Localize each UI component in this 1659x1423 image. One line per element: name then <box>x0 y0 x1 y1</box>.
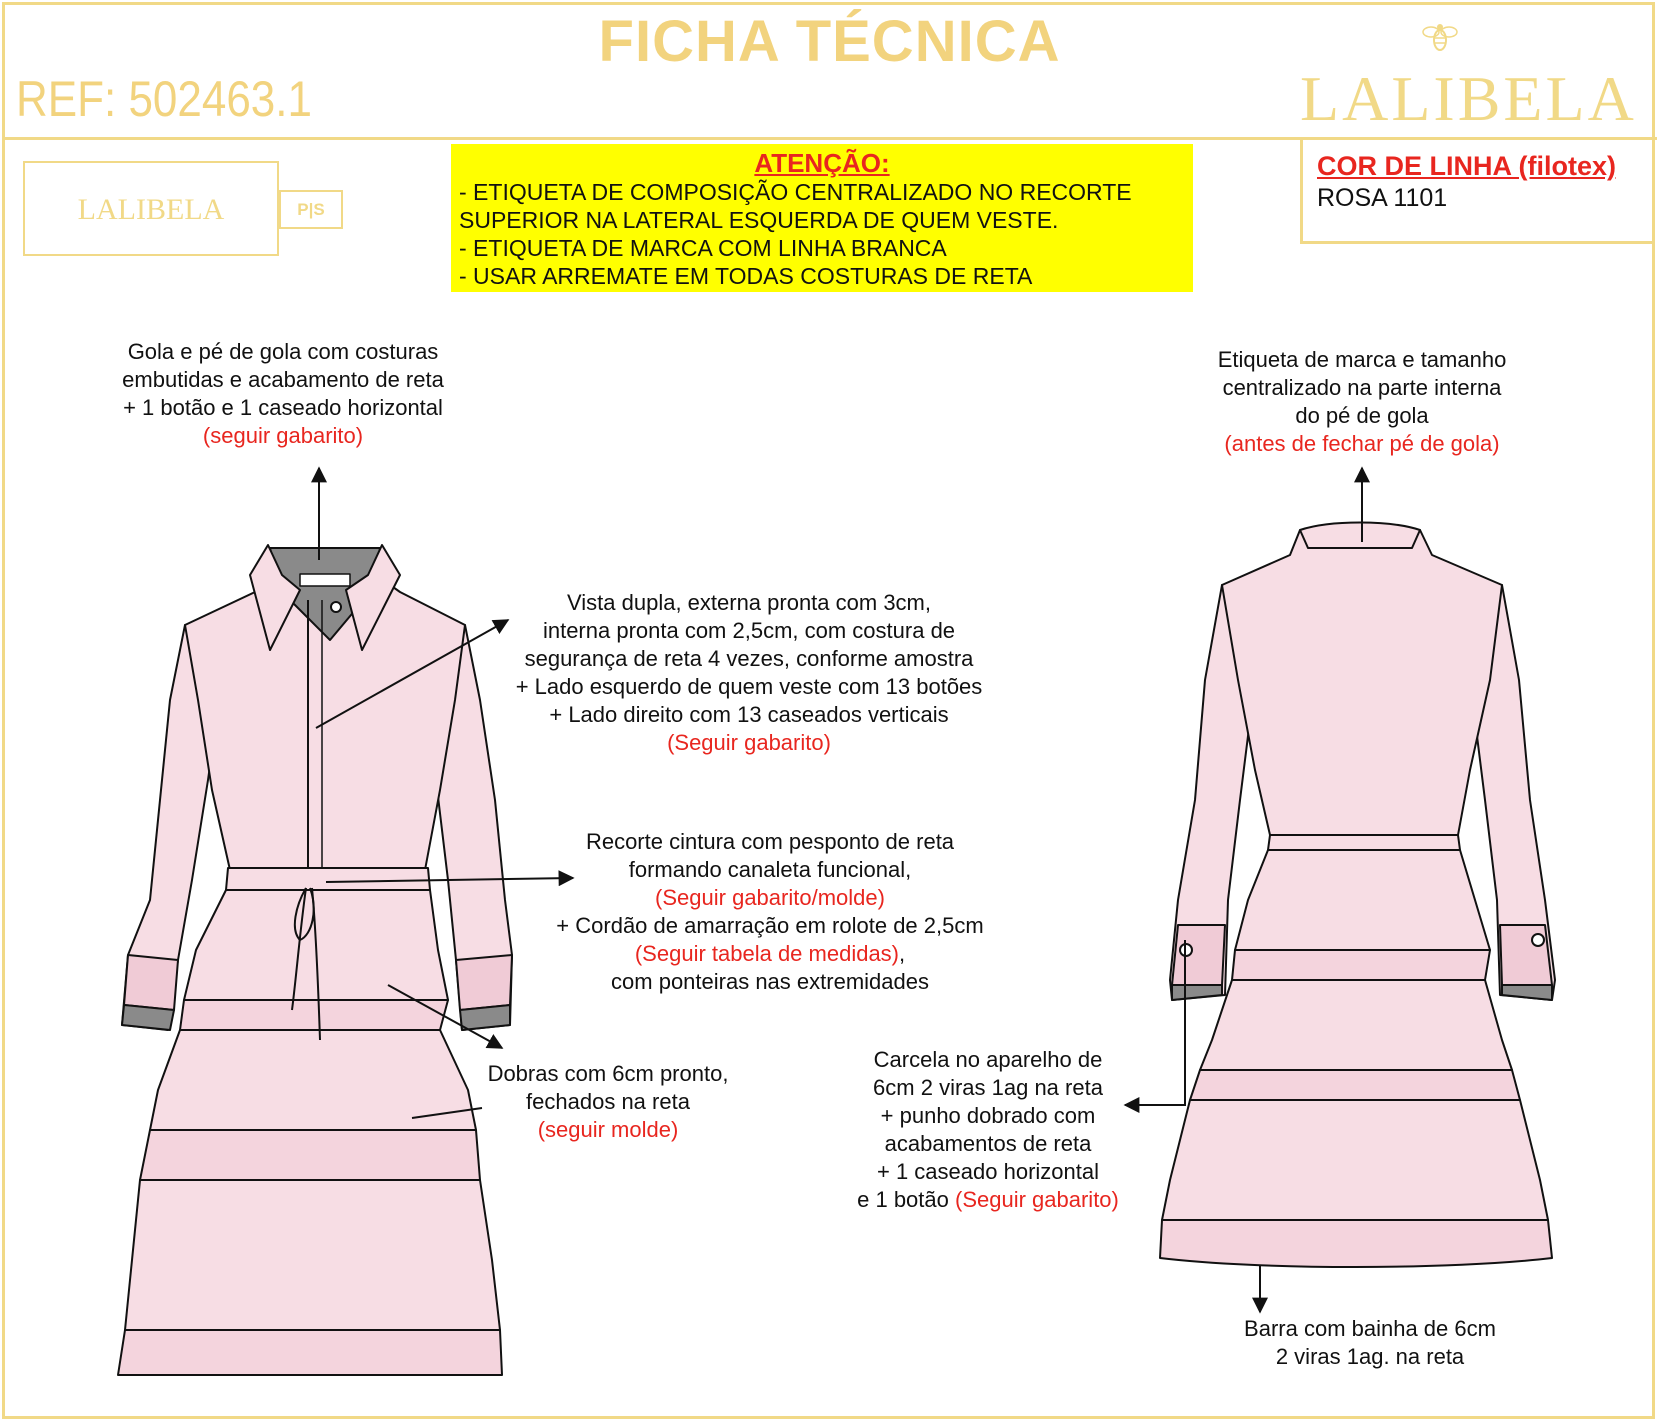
note-line: e 1 botão <box>857 1187 955 1212</box>
note-collar <box>83 338 483 450</box>
note-line: + Lado esquerdo de quem veste com 13 botões <box>515 674 983 699</box>
note-line: embutidas e acabamento de reta <box>122 367 444 392</box>
note-line: centralizado na parte interna <box>1222 375 1502 400</box>
note-line: Dobras com 6cm pronto, <box>487 1061 729 1086</box>
note-line: + Lado direito com 13 caseados verticais <box>549 702 949 727</box>
note-line-red: (seguir gabarito) <box>202 423 364 448</box>
note-line: Carcela no aparelho de <box>873 1047 1103 1072</box>
label-brand-text: LALIBELA <box>77 193 225 226</box>
note-line: segurança de reta 4 vezes, conforme amostra <box>524 646 974 671</box>
note-hem <box>1190 1315 1550 1371</box>
note-placket <box>484 589 1014 757</box>
attention-line: - ETIQUETA DE COMPOSIÇÃO CENTRALIZADO NO RECORTE <box>459 179 1132 205</box>
note-line-red: (Seguir gabarito/molde) <box>655 885 885 910</box>
note-line: acabamentos de reta <box>884 1131 1092 1156</box>
note-line: + punho dobrado com <box>880 1103 1096 1128</box>
note-line: Etiqueta de marca e tamanho <box>1217 347 1507 372</box>
note-line-red: (antes de fechar pé de gola) <box>1224 431 1500 456</box>
attention-line: SUPERIOR NA LATERAL ESQUERDA DE QUEM VESTE. <box>459 207 1059 233</box>
note-line: + 1 caseado horizontal <box>877 1159 1099 1184</box>
note-line-red: (Seguir gabarito) <box>667 730 831 755</box>
note-line: 2 viras 1ag. na reta <box>1275 1344 1465 1369</box>
note-line: do pé de gola <box>1295 403 1429 428</box>
attention-title: ATENÇÃO: <box>754 148 890 178</box>
page-title: FICHA TÉCNICA <box>598 9 1061 74</box>
note-cuff <box>828 1046 1148 1214</box>
attention-line: - USAR ARREMATE EM TODAS COSTURAS DE RETA <box>459 263 1033 289</box>
note-waist <box>500 828 1040 996</box>
note-back-label <box>1162 346 1562 458</box>
note-line-red: (Seguir gabarito) <box>955 1187 1119 1212</box>
note-line: Gola e pé de gola com costuras <box>127 339 439 364</box>
note-line: Recorte cintura com pesponto de reta <box>585 829 955 854</box>
thread-color-title: COR DE LINHA (filotex) <box>1317 151 1616 181</box>
front-view-drawing <box>118 545 512 1375</box>
reference-code: REF: 502463.1 <box>16 71 312 127</box>
note-line: Vista dupla, externa pronta com 3cm, <box>566 590 931 615</box>
note-line: + 1 botão e 1 caseado horizontal <box>123 395 443 420</box>
note-line: 6cm 2 viras 1ag na reta <box>873 1075 1103 1100</box>
note-suffix: , <box>899 941 906 966</box>
note-line-red: (Seguir tabela de medidas) <box>634 941 900 966</box>
note-line: fechados na reta <box>526 1089 690 1114</box>
note-line: Barra com bainha de 6cm <box>1244 1316 1496 1341</box>
brand-logo: LALIBELA <box>1300 63 1637 134</box>
note-folds <box>468 1060 748 1144</box>
note-line-red: (seguir molde) <box>537 1117 679 1142</box>
size-label-sample: P|S <box>279 190 343 229</box>
note-line: formando canaleta funcional, <box>628 857 912 882</box>
thread-color-value: ROSA 1101 <box>1317 184 1448 212</box>
note-line: interna pronta com 2,5cm, com costura de <box>542 618 956 643</box>
note-line: + Cordão de amarração em rolote de 2,5cm <box>556 913 984 938</box>
note-line: com ponteiras nas extremidades <box>611 969 929 994</box>
attention-line: - ETIQUETA DE MARCA COM LINHA BRANCA <box>459 235 947 261</box>
back-view-drawing <box>1160 523 1555 1268</box>
